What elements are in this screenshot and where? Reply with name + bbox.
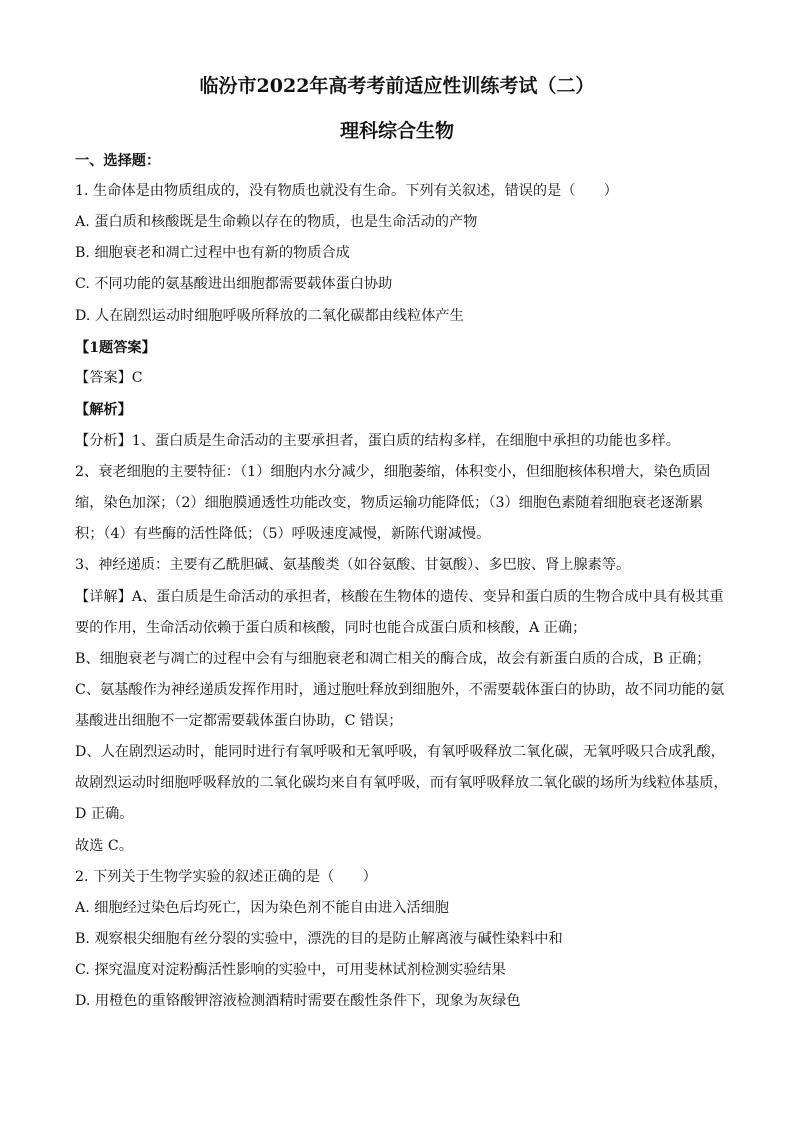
question-1-option-d: D. 人在剧烈运动时细胞呼吸所释放的二氧化碳都由线粒体产生 <box>75 308 464 324</box>
answer-heading: 【1题答案】 <box>75 340 156 356</box>
analysis-line: 2、衰老细胞的主要特征：（1）细胞内水分减少，细胞萎缩，体积变小，但细胞核体积增大，染色质固 <box>75 464 711 480</box>
analysis-line: 积；（4）有些酶的活性降低；（5）呼吸速度减慢，新陈代谢减慢。 <box>75 526 491 542</box>
analysis-heading: 【解析】 <box>75 402 132 418</box>
detail-line: 要的作用，生命活动依赖于蛋白质和核酸，同时也能合成蛋白质和核酸，A 正确； <box>75 620 587 636</box>
detail-line: C、氨基酸作为神经递质发挥作用时，通过胞吐释放到细胞外，不需要载体蛋白的协助，故不同功能的氨 <box>75 682 725 698</box>
detail-line: 【详解】A、蛋白质是生命活动的承担者，核酸在生物体的遗传、变异和蛋白质的生物合成中具有极其重 <box>75 589 724 605</box>
question-2-stem: 2. 下列关于生物学实验的叙述正确的是（ ） <box>75 869 377 885</box>
analysis-line: 缩，染色加深；（2）细胞膜通透性功能改变，物质运输功能降低；（3）细胞色素随着细胞衰老逐渐累 <box>75 495 704 511</box>
question-2-option-c: C. 探究温度对淀粉酶活性影响的实验中，可用斐林试剂检测实验结果 <box>75 962 506 978</box>
answer-line: 【答案】C <box>75 370 143 386</box>
question-2-option-d: D. 用橙色的重铬酸钾溶液检测酒精时需要在酸性条件下，现象为灰绿色 <box>75 993 521 1009</box>
detail-line: D 正确。 <box>75 806 134 822</box>
choice-line: 故选 C。 <box>75 838 133 854</box>
detail-line: D、人在剧烈运动时，能同时进行有氧呼吸和无氧呼吸，有氧呼吸释放二氧化碳，无氧呼吸只合成乳酸， <box>75 744 725 760</box>
analysis-line: 【分析】1、蛋白质是生命活动的主要承担者，蛋白质的结构多样，在细胞中承担的功能也多样。 <box>75 433 680 449</box>
section-heading: 一、选择题： <box>75 153 161 169</box>
page-title: 临汾市2022年高考考前适应性训练考试（二） <box>199 75 595 97</box>
question-1-option-c: C. 不同功能的氨基酸进出细胞都需要载体蛋白协助 <box>75 276 393 292</box>
question-1-option-a: A. 蛋白质和核酸既是生命赖以存在的物质，也是生命活动的产物 <box>75 214 478 230</box>
question-2-option-b: B. 观察根尖细胞有丝分裂的实验中，漂洗的目的是防止解离液与碱性染料中和 <box>75 931 563 947</box>
detail-line: 基酸进出细胞不一定都需要载体蛋白协助，C 错误； <box>75 713 403 729</box>
detail-line: 故剧烈运动时细胞呼吸释放的二氧化碳均来自有氧呼吸，而有氧呼吸释放二氧化碳的场所为线粒体基质， <box>75 775 728 791</box>
question-2-option-a: A. 细胞经过染色后均死亡，因为染色剂不能自由进入活细胞 <box>75 900 449 916</box>
question-1-option-b: B. 细胞衰老和凋亡过程中也有新的物质合成 <box>75 245 350 261</box>
analysis-line: 3、神经递质：主要有乙酰胆碱、氨基酸类（如谷氨酸、甘氨酸）、多巴胺、肾上腺素等。 <box>75 557 631 573</box>
question-1-stem: 1. 生命体是由物质组成的，没有物质也就没有生命。下列有关叙述，错误的是（ ） <box>75 183 618 199</box>
page-subtitle: 理科综合生物 <box>339 120 454 142</box>
detail-line: B、细胞衰老与凋亡的过程中会有与细胞衰老和凋亡相关的酶合成，故会有新蛋白质的合成，B 正确； <box>75 651 711 667</box>
